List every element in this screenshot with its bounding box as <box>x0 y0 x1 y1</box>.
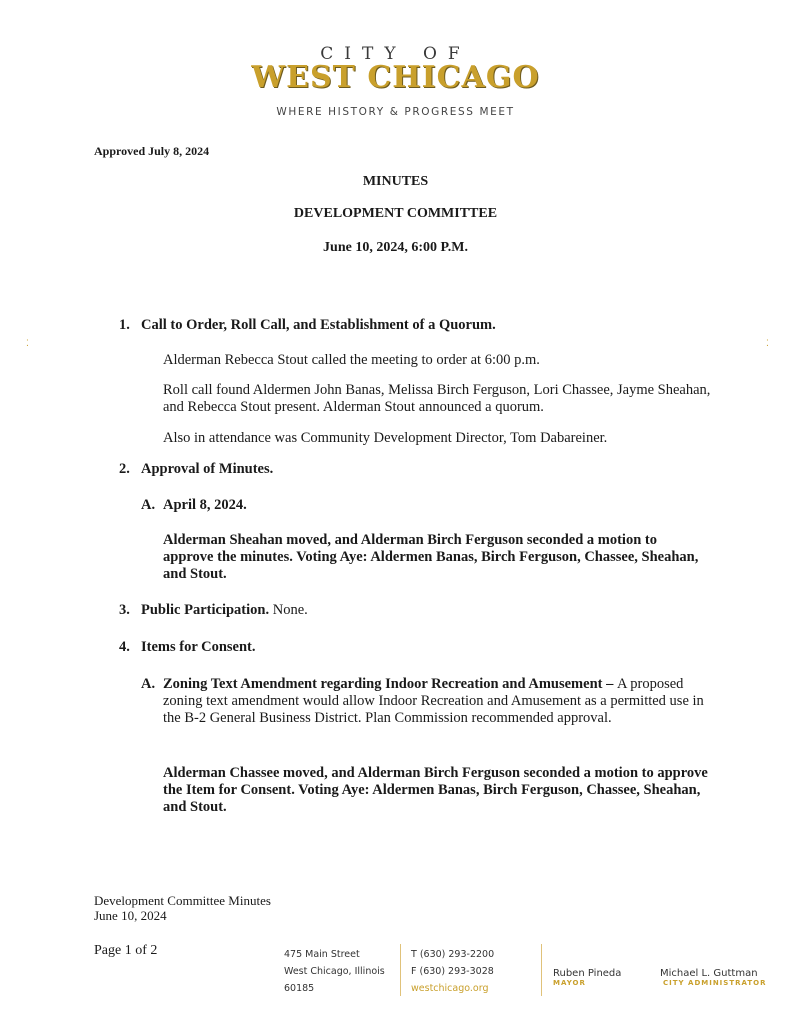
item-4a-title: Zoning Text Amendment regarding Indoor Recreation and Amusement – <box>163 676 617 692</box>
item-4a-letter: A. <box>141 676 156 692</box>
footer-phone: T (630) 293-2200 <box>411 949 495 960</box>
minutes-title: MINUTES <box>362 174 429 189</box>
item-4a-motion: Alderman Chassee moved, and Alderman Birch Ferguson seconded a motion to approve the Item for Consent. Voting Aye: Aldermen Banas, Birch Ferguson, Chassee, Sheahan, and Stout. <box>163 765 708 815</box>
item-2a-motion: Alderman Sheahan moved, and Alderman Birch Ferguson seconded a motion to approve the minutes. Voting Aye: Aldermen Banas, Birch Ferguson, Chassee, Sheahan, and Stout. <box>163 532 699 582</box>
item-4a-text: A proposed zoning text amendment would allow Indoor Recreation and Amusement as a permitted use in the B-2 General Business District. Plan Commission recommended approval. <box>163 676 704 726</box>
committee-title: DEVELOPMENT COMMITTEE <box>293 206 498 221</box>
margin-dot-left-icon: ⁚ <box>26 338 29 348</box>
footer-contact <box>411 946 494 997</box>
item-3-text: None. <box>269 602 308 618</box>
item-2a-letter: A. <box>141 497 156 513</box>
item-1-number: 1. <box>119 317 130 333</box>
footer-doc-date: June 10, 2024 <box>94 908 167 923</box>
item-3-number: 3. <box>119 602 130 618</box>
logo-city-name: WEST CHICAGO <box>251 60 540 95</box>
mayor-name: Ruben Pineda <box>553 968 622 979</box>
item-2-number: 2. <box>119 461 130 477</box>
address-street: 475 Main Street <box>284 949 360 960</box>
address-city: West Chicago, Illinois <box>284 966 385 977</box>
footer-divider-2 <box>541 944 542 996</box>
footer-page-number: Page 1 of 2 <box>94 943 158 958</box>
item-1-attendance: Also in attendance was Community Development Director, Tom Dabareiner. <box>163 430 608 446</box>
item-4-title: Items for Consent. <box>141 639 256 655</box>
footer-fax: F (630) 293-3028 <box>411 966 494 977</box>
item-1-roll-call: Roll call found Aldermen John Banas, Melissa Birch Ferguson, Lori Chassee, Jayme Sheahan, and Rebecca Stout present. Alderman Stout announced a quorum. <box>163 382 711 415</box>
item-3-title: Public Participation. <box>141 602 270 618</box>
administrator-name: Michael L. Guttman <box>660 968 758 979</box>
logo-tagline: WHERE HISTORY & PROGRESS MEET <box>276 106 515 118</box>
item-2-title: Approval of Minutes. <box>141 461 274 477</box>
logo-city-of: CITY OF <box>320 44 471 64</box>
item-3-line <box>141 602 308 619</box>
footer-address <box>284 946 385 997</box>
footer-mayor <box>553 968 621 987</box>
margin-dot-right-icon: ⁚ <box>766 338 769 348</box>
mayor-title: MAYOR <box>553 979 586 987</box>
footer-divider-1 <box>400 944 401 996</box>
item-1-call-to-order: Alderman Rebecca Stout called the meeting to order at 6:00 p.m. <box>163 352 540 368</box>
address-zip: 60185 <box>284 983 315 994</box>
item-2a-title: April 8, 2024. <box>163 497 247 513</box>
administrator-title: CITY ADMINISTRATOR <box>663 979 767 987</box>
footer-website-link[interactable]: westchicago.org <box>411 983 489 994</box>
meeting-date: June 10, 2024, 6:00 P.M. <box>323 240 468 255</box>
item-1-title: Call to Order, Roll Call, and Establishment of a Quorum. <box>141 317 496 333</box>
approved-date: Approved July 8, 2024 <box>94 144 210 158</box>
item-4a-body <box>163 676 723 727</box>
footer-doc-title: Development Committee Minutes <box>94 893 271 908</box>
item-4-number: 4. <box>119 639 130 655</box>
footer-administrator <box>660 968 766 987</box>
